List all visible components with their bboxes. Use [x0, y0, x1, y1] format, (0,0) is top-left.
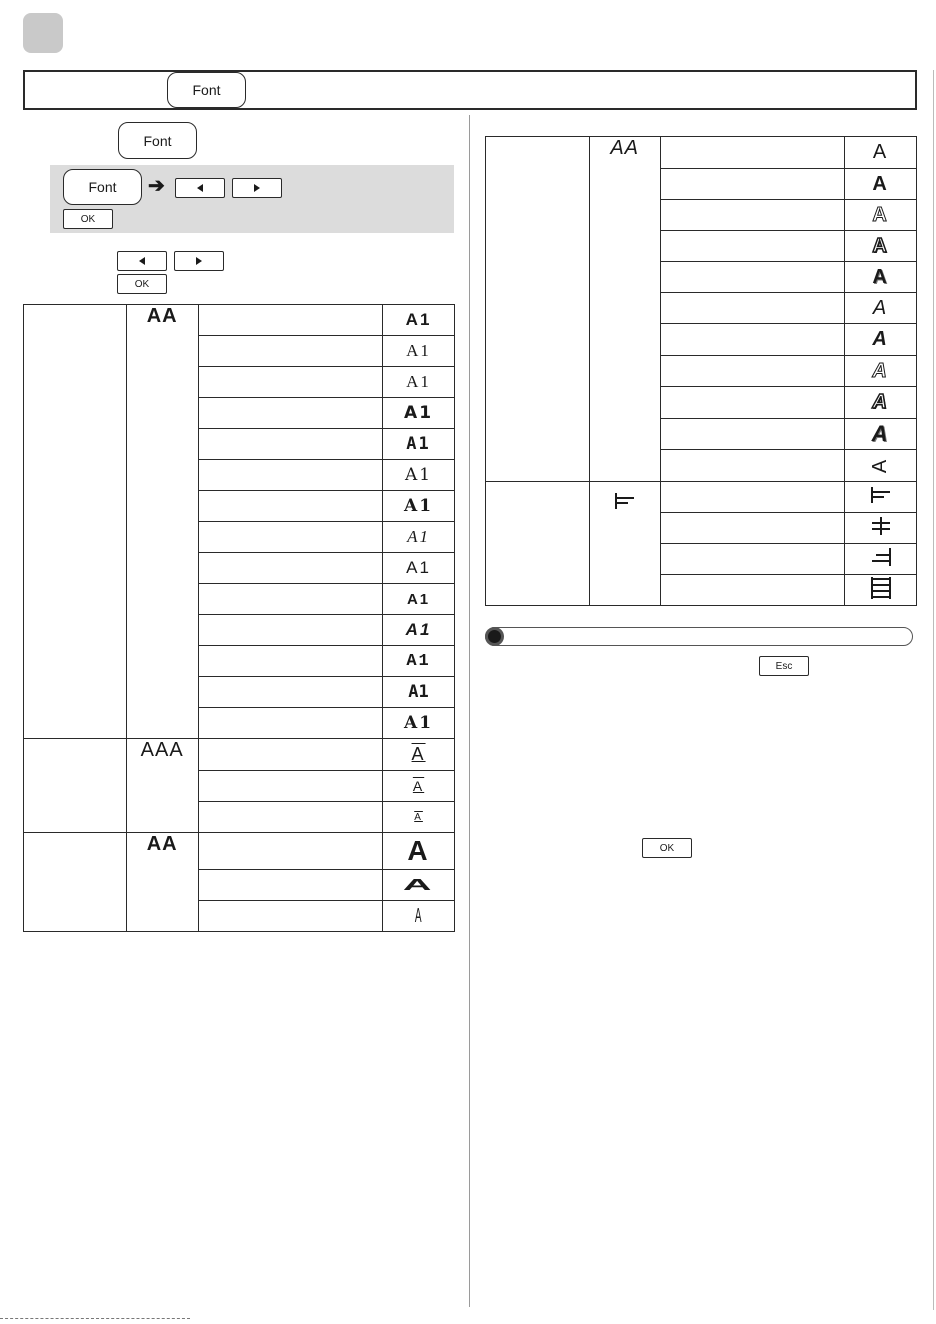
align-left-icon: [614, 492, 636, 510]
sample-cell: [383, 522, 455, 553]
sample-cell: [845, 231, 917, 262]
font-sample: A1: [406, 341, 431, 360]
font-sample: A1: [404, 403, 434, 423]
sample-cell: [383, 833, 455, 870]
setting-cell: [198, 367, 382, 398]
width-sample: A: [414, 904, 423, 927]
left-key-step2: [117, 251, 167, 271]
size-icon-cell: [126, 739, 198, 833]
category-cell: [486, 482, 590, 606]
font-sample: A1: [405, 620, 432, 639]
right-key: [232, 178, 282, 198]
sample-cell: [383, 901, 455, 932]
category-cell: [24, 739, 127, 833]
font-sample: A1: [404, 713, 434, 733]
setting-cell: [198, 429, 382, 460]
style-sample: A: [872, 141, 889, 163]
setting-cell: [660, 544, 845, 575]
width-sample: A: [402, 875, 435, 894]
setting-cell: [198, 739, 382, 771]
setting-cell: [198, 615, 382, 646]
alignment-icon-cell: [589, 482, 660, 606]
setting-cell: [660, 200, 845, 231]
sample-cell: [845, 575, 917, 606]
category-cell: [24, 305, 127, 739]
section-title-bar: [23, 70, 917, 110]
sample-cell: [383, 677, 455, 708]
align-left-icon: [870, 486, 892, 504]
sample-cell: [383, 584, 455, 615]
setting-cell: [660, 356, 845, 387]
setting-cell: [660, 482, 845, 513]
width-icon-cell: [126, 833, 198, 932]
sample-cell: [845, 513, 917, 544]
setting-cell: [198, 802, 382, 833]
sample-cell: [845, 419, 917, 450]
sample-cell: [845, 293, 917, 324]
style-icon-cell: [589, 137, 660, 482]
setting-cell: [198, 833, 382, 870]
sample-cell: [383, 739, 455, 771]
font-icon-cell: [126, 305, 198, 739]
font-key-hint: [63, 169, 142, 205]
triangle-left-icon: [139, 257, 145, 265]
size-sample: A: [414, 811, 423, 823]
left-key: [175, 178, 225, 198]
ok-key-label: OK: [134, 278, 150, 290]
style-sample: A: [871, 421, 890, 446]
setting-cell: [660, 137, 845, 169]
sample-cell: [383, 336, 455, 367]
sample-cell: [845, 324, 917, 356]
sample-cell: [383, 553, 455, 584]
ok-key-note: [642, 838, 692, 858]
setting-cell: [198, 646, 382, 677]
sample-cell: [845, 262, 917, 293]
style-sample: A: [869, 457, 892, 474]
style-sample: A: [872, 359, 889, 382]
setting-cell: [198, 398, 382, 429]
sample-cell: [845, 356, 917, 387]
sample-cell: [383, 708, 455, 739]
setting-cell: [198, 491, 382, 522]
size-sample: A: [412, 778, 425, 794]
sample-cell: [383, 615, 455, 646]
font-key-label: Font: [192, 82, 221, 98]
style-sample: A: [872, 265, 889, 288]
setting-cell: [198, 677, 382, 708]
font-settings-table: [23, 304, 455, 932]
sample-cell: [845, 482, 917, 513]
width-icon: AA: [146, 833, 178, 855]
font-key: [167, 72, 246, 108]
align-right-icon: [870, 547, 892, 567]
triangle-right-icon: [254, 184, 260, 192]
size-icon: AAA: [140, 739, 184, 761]
right-key-step2: [174, 251, 224, 271]
sample-cell: [845, 200, 917, 231]
style-sample: A: [872, 234, 889, 257]
ok-key-label: OK: [80, 213, 96, 225]
footer-marks: [0, 1318, 190, 1320]
setting-cell: [660, 169, 845, 200]
font-sample: A1: [407, 527, 430, 546]
setting-cell: [660, 419, 845, 450]
column-divider: [469, 115, 470, 1307]
setting-cell: [660, 450, 845, 482]
sample-cell: [383, 771, 455, 802]
esc-key: [759, 656, 809, 676]
setting-cell: [660, 231, 845, 262]
sample-cell: [383, 367, 455, 398]
category-cell: [24, 833, 127, 932]
category-cell: [486, 137, 590, 482]
style-sample: A: [872, 296, 889, 319]
style-sample: A: [872, 172, 889, 195]
setting-cell: [198, 584, 382, 615]
sample-cell: [845, 544, 917, 575]
sample-cell: [383, 491, 455, 522]
setting-cell: [198, 771, 382, 802]
style-sample: A: [872, 328, 889, 350]
setting-cell: [198, 460, 382, 491]
font-sample: A1: [405, 310, 432, 329]
style-sample: A: [872, 203, 889, 226]
align-justify-icon: [870, 576, 892, 600]
sample-cell: [383, 802, 455, 833]
sample-cell: [383, 398, 455, 429]
setting-cell: [198, 522, 382, 553]
setting-cell: [198, 870, 382, 901]
setting-cell: [660, 262, 845, 293]
width-sample: A: [407, 835, 430, 866]
note-icon: [485, 627, 504, 646]
align-center-icon: [870, 516, 892, 536]
sample-cell: [383, 429, 455, 460]
setting-cell: [660, 513, 845, 544]
setting-cell: [198, 901, 382, 932]
font-sample: A1: [404, 465, 433, 485]
setting-cell: [660, 324, 845, 356]
setting-cell: [660, 575, 845, 606]
font-sample: A1: [406, 558, 431, 577]
sample-cell: [845, 169, 917, 200]
font-key-label: Font: [88, 179, 117, 195]
sample-cell: [383, 646, 455, 677]
font-sample: A1: [406, 651, 431, 671]
ok-key-step2: [117, 274, 167, 294]
sample-cell: [383, 460, 455, 491]
font-sample: A1: [406, 434, 431, 454]
font-sample: A1: [408, 682, 429, 702]
sample-cell: [383, 305, 455, 336]
sample-cell: [845, 450, 917, 482]
section-tab-marker: [23, 13, 63, 53]
style-sample: A: [872, 391, 889, 413]
setting-cell: [198, 336, 382, 367]
triangle-left-icon: [197, 184, 203, 192]
ok-key-label: OK: [659, 842, 675, 854]
style-icon: AA: [610, 137, 639, 159]
size-sample: A: [411, 744, 426, 764]
setting-cell: [198, 553, 382, 584]
setting-cell: [198, 708, 382, 739]
setting-cell: [198, 305, 382, 336]
font-sample: A1: [406, 590, 431, 608]
font-sample: A1: [404, 496, 434, 516]
setting-cell: [660, 293, 845, 324]
ok-key-hint: [63, 209, 113, 229]
font-key-label: Font: [143, 132, 172, 149]
arrow-right-icon: ➔: [148, 175, 165, 197]
note-header-bar: [485, 627, 913, 646]
sample-cell: [845, 137, 917, 169]
style-settings-table: [485, 136, 917, 606]
font-key-step1: [118, 122, 197, 159]
esc-key-label: Esc: [775, 660, 793, 672]
setting-cell: [660, 387, 845, 419]
triangle-right-icon: [196, 257, 202, 265]
font-icon: AA: [146, 305, 178, 327]
font-sample: A1: [406, 372, 431, 391]
page-edge-line: [933, 70, 934, 1310]
sample-cell: [383, 870, 455, 901]
sample-cell: [845, 387, 917, 419]
